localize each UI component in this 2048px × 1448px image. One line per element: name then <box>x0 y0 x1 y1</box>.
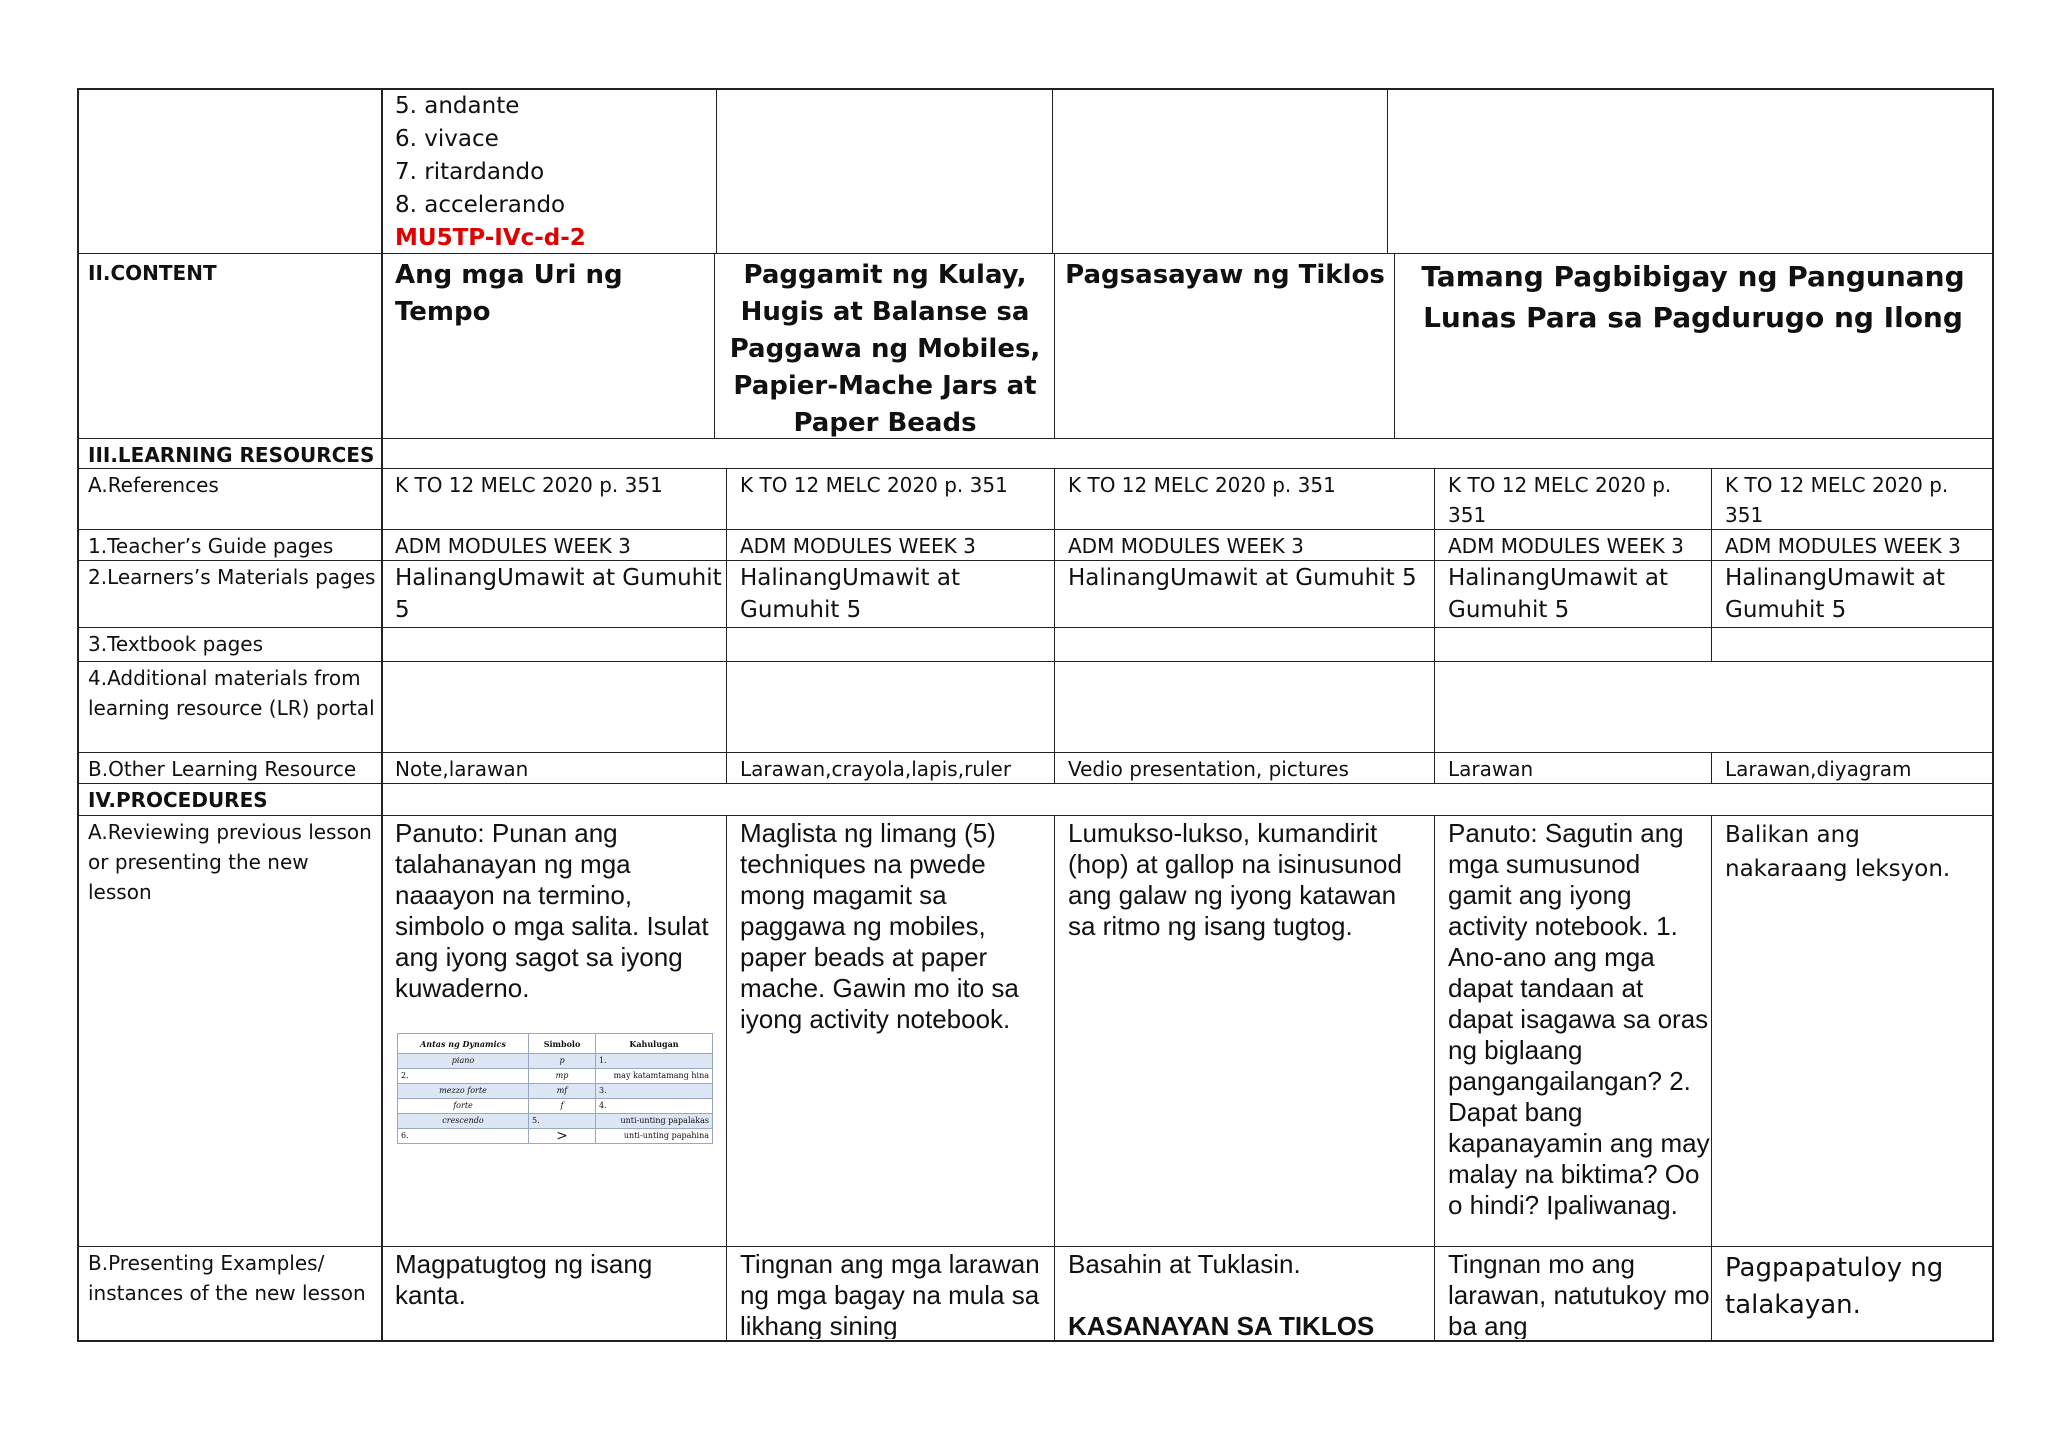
competency-code: MU5TP-IVc-d-2 <box>395 225 586 251</box>
col-line <box>1434 815 1435 1342</box>
dynamics-row <box>398 1114 713 1129</box>
other-resource-value: Larawan <box>1448 757 1534 781</box>
table-border-top <box>77 88 1994 90</box>
procedures-label: IV.PROCEDURES <box>88 788 268 812</box>
title-line: Paper Beads <box>793 408 977 438</box>
col-line <box>1711 815 1712 1342</box>
spacer <box>1068 1280 1430 1311</box>
dynamics-row <box>398 1084 713 1099</box>
dynamics-cell: 1. <box>596 1054 713 1069</box>
content-tempo-title: Ang mga Uri ng Tempo <box>395 260 623 327</box>
reviewing-label: A.Reviewing previous lesson or presenting the new lesson <box>88 820 372 904</box>
col-line <box>1052 88 1053 254</box>
dynamics-cell: crescendo <box>398 1114 529 1129</box>
title-line: Papier-Mache Jars at <box>733 371 1037 401</box>
table-border-bottom <box>77 1340 1994 1342</box>
other-resource-value: Larawan,crayola,lapis,ruler <box>740 757 1012 781</box>
table-border-left <box>77 88 79 1342</box>
teachers-guide-label: 1.Teacher’s Guide pages <box>88 534 334 558</box>
reviewing-col4: Panuto: Sagutin ang mga sumusunod gamit ang iyong activity notebook. 1. Ano-ano ang mga dapat tandaan at dapat isagawa sa oras ng biglaang pangangailangan? 2. Dapat bang kapanayamin ang may malay na biktima? Oo o hindi? Ipaliwanag. <box>1448 818 1710 1220</box>
tempo-item: 7. ritardando <box>395 159 545 185</box>
reviewing-col1: Panuto: Punan ang talahanayan ng mga naaayon na termino, simbolo o mga salita. Isulat ang iyong sagot sa iyong kuwaderno. <box>395 818 709 1003</box>
learners-materials-label: 2.Learners’s Materials pages <box>88 565 376 589</box>
dynamics-cell: 4. <box>596 1099 713 1114</box>
col-line <box>1711 752 1712 784</box>
dynamics-header-cell: Simbolo <box>529 1034 596 1054</box>
title-line: Paggamit ng Kulay, <box>743 260 1027 290</box>
content-first-aid-title <box>1398 256 1988 338</box>
label-column-divider <box>381 88 383 1342</box>
dynamics-cell: may katamtamang hina <box>596 1069 713 1084</box>
reference-value: K TO 12 MELC 2020 p. 351 <box>395 473 663 497</box>
col-line <box>716 88 717 254</box>
learners-materials-value: HalinangUmawit at Gumuhit 5 <box>1725 565 1945 623</box>
content-label: II.CONTENT <box>88 261 217 285</box>
additional-materials-label: 4.Additional materials from learning resource (LR) portal <box>88 666 375 720</box>
dynamics-cell: 5. <box>529 1114 596 1129</box>
col-line <box>1434 468 1435 784</box>
row-line <box>77 752 1994 753</box>
learning-resources-label: III.LEARNING RESOURCES <box>88 443 375 467</box>
dynamics-cell: mp <box>529 1069 596 1084</box>
row-line <box>77 529 1994 530</box>
col-line <box>1054 815 1055 1342</box>
col-line <box>1711 468 1712 661</box>
dynamics-cell: unti-unting papahina <box>596 1129 713 1144</box>
dynamics-cell: 2. <box>398 1069 529 1084</box>
col-line <box>1054 253 1055 439</box>
dynamics-cell: f <box>529 1099 596 1114</box>
teachers-guide-value: ADM MODULES WEEK 3 <box>1725 534 1961 558</box>
dynamics-cell: mezzo forte <box>398 1084 529 1099</box>
dynamics-header-cell: Antas ng Dynamics <box>398 1034 529 1054</box>
presenting-label: B.Presenting Examples/ instances of the new lesson <box>88 1251 366 1305</box>
row-line <box>77 815 1994 816</box>
row-line <box>77 627 1994 628</box>
other-resource-value: Larawan,diyagram <box>1725 757 1912 781</box>
tempo-item: 5. andante <box>395 93 520 119</box>
col-line <box>726 815 727 1342</box>
reference-value: K TO 12 MELC 2020 p. 351 <box>1725 473 1949 527</box>
reference-value: K TO 12 MELC 2020 p. 351 <box>740 473 1008 497</box>
presenting-col4: Tingnan mo ang larawan, natutukoy mo ba ang <box>1448 1249 1710 1339</box>
presenting-col3-intro: Basahin at Tuklasin. <box>1068 1249 1301 1279</box>
textbook-label: 3.Textbook pages <box>88 632 264 656</box>
reviewing-col2: Maglista ng limang (5) techniques na pwede mong magamit sa paggawa ng mobiles, paper beads at paper mache. Gawin mo ito sa iyong activity notebook. <box>740 818 1019 1034</box>
reference-value: K TO 12 MELC 2020 p. 351 <box>1068 473 1336 497</box>
presenting-col3-heading: KASANAYAN SA TIKLOS <box>1068 1311 1375 1339</box>
teachers-guide-value: ADM MODULES WEEK 3 <box>395 534 631 558</box>
dynamics-row <box>398 1069 713 1084</box>
learners-materials-value: HalinangUmawit at Gumuhit 5 <box>740 565 960 623</box>
learners-materials-value: HalinangUmawit at Gumuhit 5 <box>1448 565 1668 623</box>
reference-value: K TO 12 MELC 2020 p. 351 <box>1448 473 1672 527</box>
tempo-item: 6. vivace <box>395 126 499 152</box>
content-mobiles-title <box>718 257 1052 442</box>
dynamics-cell: 3. <box>596 1084 713 1099</box>
col-line <box>1394 253 1395 439</box>
teachers-guide-value: ADM MODULES WEEK 3 <box>740 534 976 558</box>
teachers-guide-value: ADM MODULES WEEK 3 <box>1068 534 1304 558</box>
dynamics-row <box>398 1099 713 1114</box>
table-border-right <box>1992 88 1994 1342</box>
row-line <box>77 661 1994 662</box>
other-resource-value: Note,larawan <box>395 757 529 781</box>
col-line <box>726 468 727 784</box>
title-line: Hugis at Balanse sa <box>740 297 1030 327</box>
row-line <box>77 253 1994 254</box>
references-label: A.References <box>88 473 219 497</box>
tempo-list <box>395 90 705 255</box>
teachers-guide-value: ADM MODULES WEEK 3 <box>1448 534 1684 558</box>
dynamics-cell: piano <box>398 1054 529 1069</box>
dynamics-cell: p <box>529 1054 596 1069</box>
tempo-item: 8. accelerando <box>395 192 566 218</box>
dynamics-table <box>397 1033 713 1144</box>
col-line <box>714 253 715 439</box>
title-line: Lunas Para sa Pagdurugo ng Ilong <box>1423 301 1963 334</box>
learners-materials-value: HalinangUmawit at Gumuhit 5 <box>395 565 722 623</box>
dynamics-table-header <box>398 1034 713 1054</box>
other-resource-label: B.Other Learning Resource <box>88 757 357 781</box>
dynamics-row <box>398 1054 713 1069</box>
col-line <box>1387 88 1388 254</box>
content-tiklos-title: Pagsasayaw ng Tiklos <box>1065 260 1385 290</box>
reviewing-col3: Lumukso-lukso, kumandirit (hop) at gallop na isinusunod ang galaw ng iyong katawan sa ritmo ng isang tugtog. <box>1068 818 1402 941</box>
dynamics-header-cell: Kahulugan <box>596 1034 713 1054</box>
title-line: Paggawa ng Mobiles, <box>729 334 1041 364</box>
presenting-col5: Pagpapatuloy ng talakayan. <box>1725 1253 1944 1320</box>
presenting-col3 <box>1068 1249 1430 1339</box>
dynamics-row <box>398 1129 713 1144</box>
dynamics-cell: unti-unting papalakas <box>596 1114 713 1129</box>
dynamics-cell: forte <box>398 1099 529 1114</box>
dynamics-cell: mf <box>529 1084 596 1099</box>
dynamics-cell: 6. <box>398 1129 529 1144</box>
presenting-col1: Magpatugtog ng isang kanta. <box>395 1249 653 1310</box>
other-resource-value: Vedio presentation, pictures <box>1068 757 1349 781</box>
presenting-col2: Tingnan ang mga larawan ng mga bagay na mula sa likhang sining <box>740 1249 1040 1339</box>
learners-materials-value: HalinangUmawit at Gumuhit 5 <box>1068 565 1417 591</box>
row-line <box>77 1246 1994 1247</box>
dynamics-cell: > <box>529 1129 596 1144</box>
title-line: Tamang Pagbibigay ng Pangunang <box>1421 260 1965 293</box>
reviewing-col5: Balikan ang nakaraang leksyon. <box>1725 822 1951 882</box>
col-line <box>1054 468 1055 784</box>
